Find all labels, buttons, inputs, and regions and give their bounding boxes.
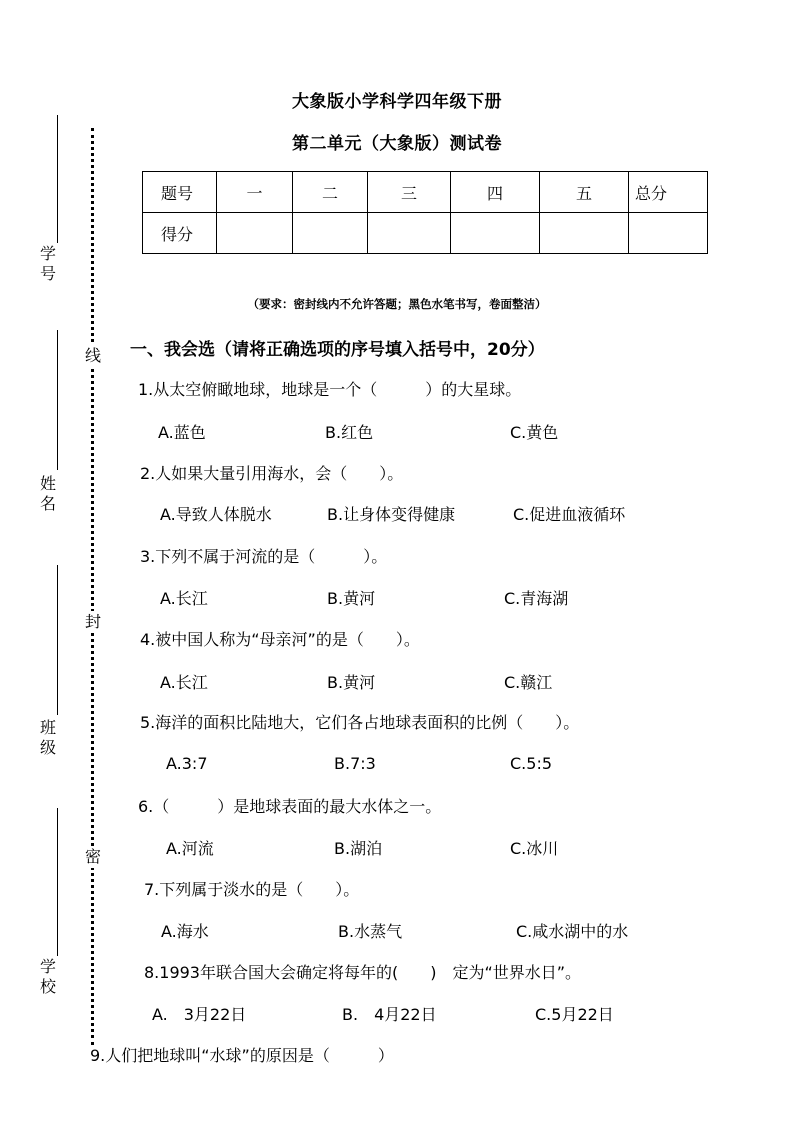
- q2-option-b[interactable]: B.让身体变得健康: [327, 505, 456, 524]
- question-3: 3.下列不属于河流的是（ ）。: [140, 547, 388, 566]
- seal-dotted-line: [91, 128, 94, 1045]
- score-row-label: 得分: [143, 213, 217, 254]
- q1-option-c[interactable]: C.黄色: [510, 423, 559, 442]
- margin-line-3: [57, 565, 58, 715]
- score-table-score-row: [143, 213, 708, 254]
- q1-option-b[interactable]: B.红色: [325, 423, 374, 442]
- q7-option-a[interactable]: A.海水: [161, 922, 209, 941]
- question-4: 4.被中国人称为“母亲河”的是（ ）。: [140, 630, 420, 649]
- question-5: 5.海洋的面积比陆地大，它们各占地球表面积的比例（ ）。: [140, 713, 580, 732]
- exam-requirements-note: （要求：密封线内不允许答题；黑色水笔书写，卷面整洁）: [247, 297, 547, 311]
- page-title: 大象版小学科学四年级下册: [292, 92, 502, 112]
- name-label: 姓 名: [39, 474, 56, 513]
- seal-char-secret: 密: [84, 847, 101, 866]
- score-input-3[interactable]: [368, 213, 451, 254]
- score-cell-5: 五: [540, 172, 629, 213]
- score-cell-total: 总分: [629, 172, 708, 213]
- q5-option-b[interactable]: B.7:3: [334, 754, 376, 773]
- q8-option-c[interactable]: C.5月22日: [535, 1005, 614, 1024]
- q4-option-b[interactable]: B.黄河: [327, 673, 376, 692]
- score-input-4[interactable]: [451, 213, 540, 254]
- q5-option-a[interactable]: A.3:7: [166, 754, 208, 773]
- score-cell-2: 二: [293, 172, 368, 213]
- q6-option-c[interactable]: C.冰川: [510, 839, 559, 858]
- score-input-2[interactable]: [293, 213, 368, 254]
- score-input-1[interactable]: [217, 213, 293, 254]
- q3-option-b[interactable]: B.黄河: [327, 589, 376, 608]
- q2-option-c[interactable]: C.促进血液循环: [513, 505, 626, 524]
- score-cell-3: 三: [368, 172, 451, 213]
- q8-option-b[interactable]: B. 4月22日: [342, 1005, 437, 1024]
- seal-char-seal: 封: [84, 612, 101, 631]
- page-subtitle: 第二单元（大象版）测试卷: [292, 134, 502, 154]
- q4-option-c[interactable]: C.赣江: [504, 673, 553, 692]
- score-cell-label: 题号: [143, 172, 217, 213]
- q6-option-b[interactable]: B.湖泊: [334, 839, 383, 858]
- seal-char-line: 线: [84, 346, 101, 365]
- q5-option-c[interactable]: C.5:5: [510, 754, 553, 773]
- question-2: 2.人如果大量引用海水，会（ ）。: [140, 464, 404, 483]
- q3-option-a[interactable]: A.长江: [160, 589, 208, 608]
- q7-option-c[interactable]: C.咸水湖中的水: [516, 922, 629, 941]
- class-label: 班 级: [39, 718, 56, 757]
- score-table-header-row: [143, 172, 708, 213]
- section-1-heading: 一、我会选（请将正确选项的序号填入括号中，20分）: [130, 340, 545, 360]
- question-8: 8.1993年联合国大会确定将每年的( ) 定为“世界水日”。: [144, 963, 582, 982]
- q6-option-a[interactable]: A.河流: [166, 839, 214, 858]
- score-table: [142, 171, 708, 254]
- q3-option-c[interactable]: C.青海湖: [504, 589, 569, 608]
- question-6: 6.（ ）是地球表面的最大水体之一。: [138, 797, 442, 816]
- q1-option-a[interactable]: A.蓝色: [158, 423, 206, 442]
- school-label: 学 校: [39, 957, 56, 996]
- score-cell-4: 四: [451, 172, 540, 213]
- question-7: 7.下列属于淡水的是（ ）。: [144, 880, 360, 899]
- q4-option-a[interactable]: A.长江: [160, 673, 208, 692]
- score-input-5[interactable]: [540, 213, 629, 254]
- score-input-total[interactable]: [629, 213, 708, 254]
- question-1: 1.从太空俯瞰地球，地球是一个（ ）的大星球。: [138, 380, 522, 399]
- q8-option-a[interactable]: A. 3月22日: [152, 1005, 247, 1024]
- q7-option-b[interactable]: B.水蒸气: [338, 922, 403, 941]
- margin-line-2: [57, 330, 58, 470]
- margin-line-4: [57, 808, 58, 956]
- student-id-label: 学 号: [39, 244, 56, 283]
- question-9: 9.人们把地球叫“水球”的原因是（ ）: [90, 1046, 394, 1065]
- q2-option-a[interactable]: A.导致人体脱水: [160, 505, 272, 524]
- score-cell-1: 一: [217, 172, 293, 213]
